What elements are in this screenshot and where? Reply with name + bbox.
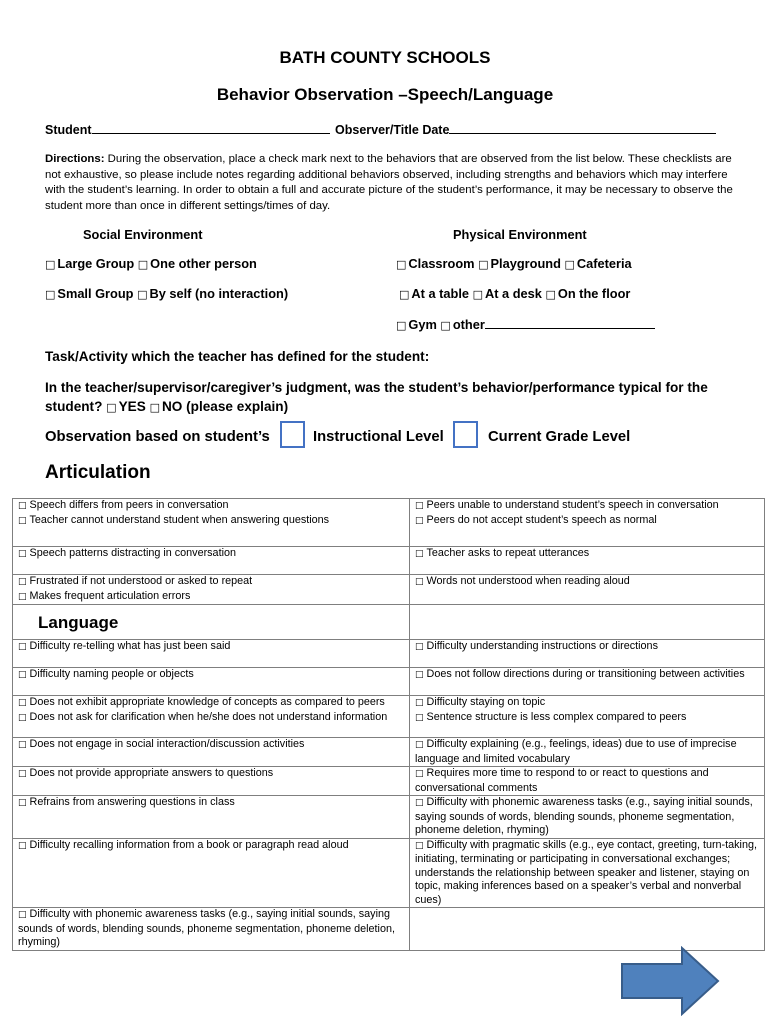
- checkbox-icon[interactable]: □: [137, 288, 148, 301]
- table-cell: [410, 575, 765, 605]
- other-option[interactable]: □ other: [440, 317, 654, 332]
- checkbox-icon: □: [18, 840, 27, 851]
- table-cell: [410, 796, 765, 839]
- directions-text: During the observation, place a check mark next to the behaviors that are observed from the list below. These checklists are not exhaustive, so please include notes regarding additional behaviors observed, including strengths and behaviors which may interfere with the student’s learning. In order to obtain a full and accurate picture of the student’s performance, it may be necessary to observe the student more than once in different settings/times of day.: [45, 153, 733, 212]
- table-cell: [13, 738, 410, 767]
- checkbox-icon: □: [415, 769, 424, 779]
- on-the-floor-option[interactable]: □ On the floor: [545, 286, 631, 301]
- checkbox-icon[interactable]: □: [472, 288, 483, 301]
- checkbox-icon[interactable]: □: [45, 258, 56, 271]
- checklist-item[interactable]: □ Difficulty with phonemic awareness tasks (e.g., saying initial sounds, saying sounds of words, blending sounds, phoneme segmentation, phoneme deletion, rhyming): [18, 908, 395, 948]
- table-cell: [410, 640, 765, 668]
- checkbox-icon: □: [415, 798, 424, 808]
- table-cell: [410, 547, 765, 575]
- checklist-item[interactable]: □ Sentence structure is less complex compared to peers: [415, 710, 687, 723]
- checkbox-icon: □: [415, 740, 424, 750]
- table-row: [13, 547, 765, 575]
- checklist-item[interactable]: □ Difficulty explaining (e.g., feelings, ideas) due to use of imprecise language and limited vocabulary: [415, 738, 737, 765]
- checklist-item[interactable]: □ Requires more time to respond to or react to questions and conversational comments: [415, 767, 709, 794]
- small-group-option[interactable]: □ Small Group: [45, 286, 134, 301]
- checkbox-icon[interactable]: □: [149, 401, 160, 414]
- table-row: [13, 499, 765, 547]
- checkbox-icon: □: [18, 769, 27, 779]
- table-cell: [13, 838, 410, 908]
- checklist-item[interactable]: □ Words not understood when reading aloud: [415, 575, 630, 587]
- checkbox-icon[interactable]: □: [564, 258, 575, 271]
- checkbox-icon[interactable]: □: [440, 319, 451, 332]
- table-cell: [13, 640, 410, 668]
- checklist-item[interactable]: □ Does not exhibit appropriate knowledge of concepts as compared to peers: [18, 696, 385, 708]
- physical-row-3: [396, 316, 655, 332]
- physical-environment-heading: Physical Environment: [453, 227, 587, 242]
- articulation-heading: Articulation: [45, 462, 151, 483]
- checkbox-icon[interactable]: □: [478, 258, 489, 271]
- table-cell: [13, 605, 410, 640]
- checkbox-icon[interactable]: □: [396, 258, 407, 271]
- at-a-table-option[interactable]: □ At a table: [399, 286, 470, 301]
- by-self-option[interactable]: □ By self (no interaction): [137, 286, 289, 301]
- checklist-item[interactable]: □ Speech differs from peers in conversation: [18, 499, 229, 511]
- table-cell: [410, 668, 765, 696]
- checklist-item[interactable]: □ Difficulty naming people or objects: [18, 668, 194, 680]
- language-heading: Language: [38, 613, 119, 632]
- other-field[interactable]: [485, 316, 655, 329]
- table-cell: [13, 908, 410, 951]
- checklist-item[interactable]: □ Teacher cannot understand student when answering questions: [18, 513, 330, 526]
- checkbox-icon: □: [18, 910, 27, 920]
- table-cell: [410, 838, 765, 908]
- physical-row-2: [399, 286, 630, 301]
- checkbox-icon[interactable]: □: [399, 288, 410, 301]
- table-row: [13, 696, 765, 738]
- checkbox-icon: □: [18, 549, 27, 559]
- social-row-1: [45, 256, 257, 271]
- table-row: [13, 908, 765, 951]
- checkbox-icon: □: [18, 515, 27, 526]
- checklist-item[interactable]: □ Does not ask for clarification when he/she does not understand information: [18, 710, 388, 723]
- checklist-item[interactable]: □ Difficulty recalling information from a book or paragraph read aloud: [18, 838, 349, 851]
- checklist-item[interactable]: □ Peers unable to understand student’s speech in conversation: [415, 499, 719, 511]
- checkbox-icon[interactable]: □: [396, 319, 407, 332]
- checklist-item[interactable]: □ Difficulty staying on topic: [415, 696, 546, 708]
- table-cell: [410, 499, 765, 547]
- checklist-item[interactable]: □ Makes frequent articulation errors: [18, 589, 191, 602]
- checkbox-icon[interactable]: □: [545, 288, 556, 301]
- table-row: [13, 605, 765, 640]
- table-cell: [410, 605, 765, 640]
- observer-date-field[interactable]: [449, 121, 716, 134]
- checklist-item[interactable]: □ Peers do not accept student’s speech as normal: [415, 513, 657, 526]
- student-label: Student: [45, 123, 92, 137]
- checklist-item[interactable]: □ Refrains from answering questions in class: [18, 796, 235, 808]
- checklist-item[interactable]: □ Speech patterns distracting in conversation: [18, 547, 236, 559]
- checkbox-icon: □: [18, 670, 27, 680]
- checkbox-icon: □: [415, 642, 424, 652]
- checkbox-icon: □: [415, 712, 424, 723]
- checklist-item[interactable]: □ Does not provide appropriate answers to questions: [18, 767, 274, 779]
- table-row: [13, 767, 765, 796]
- table-row: [13, 640, 765, 668]
- checkbox-icon: □: [18, 712, 27, 723]
- checkbox-icon: □: [415, 840, 424, 851]
- checkbox-icon: □: [415, 515, 424, 526]
- one-other-person-option[interactable]: □ One other person: [137, 256, 257, 271]
- checkbox-icon: □: [415, 670, 424, 680]
- right-arrow-icon[interactable]: [620, 946, 722, 1016]
- at-a-desk-option[interactable]: □ At a desk: [472, 286, 542, 301]
- yes-option[interactable]: □ YES: [106, 399, 146, 414]
- checkbox-icon: □: [18, 501, 27, 511]
- no-option[interactable]: □ NO (please explain): [149, 399, 289, 414]
- checklist-item[interactable]: □ Difficulty understanding instructions or directions: [415, 640, 658, 652]
- table-cell: [410, 767, 765, 796]
- instructional-level-checkbox[interactable]: [280, 421, 305, 448]
- checklist-table: [12, 498, 765, 951]
- student-field[interactable]: [92, 121, 330, 134]
- checklist-item[interactable]: □ Difficulty with pragmatic skills (e.g., eye contact, greeting, turn-taking, initiating, terminating or participating in conversational exchanges; understands the relationship between speaker and listener, staying on topic, making inferences based on a speaker’s verbal and nonverbal cues): [415, 838, 757, 906]
- checklist-item[interactable]: □ Teacher asks to repeat utterances: [415, 547, 590, 559]
- table-cell: [13, 499, 410, 547]
- table-cell: [410, 738, 765, 767]
- student-observer-line: [45, 121, 716, 137]
- table-cell: [410, 908, 765, 951]
- checkbox-icon: □: [18, 591, 27, 602]
- current-grade-level-checkbox[interactable]: [453, 421, 478, 448]
- checkbox-icon: □: [415, 501, 424, 511]
- checklist-item[interactable]: □ Frustrated if not understood or asked to repeat: [18, 575, 253, 587]
- checkbox-icon: □: [18, 740, 27, 750]
- instructional-level-label: Instructional Level: [313, 429, 444, 445]
- directions-label: Directions:: [45, 153, 105, 165]
- table-cell: [13, 767, 410, 796]
- playground-option[interactable]: □ Playground: [478, 256, 561, 271]
- form-title: Behavior Observation –Speech/Language: [216, 85, 554, 104]
- checkbox-icon[interactable]: □: [45, 288, 56, 301]
- table-cell: [13, 796, 410, 839]
- observer-label: Observer/Title Date: [335, 123, 450, 137]
- typical-question: In the teacher/supervisor/caregiver’s judgment, was the student’s behavior/performance typical for the student? □ YES □ NO (please explain): [45, 380, 708, 414]
- observation-label: Observation based on student’s: [45, 429, 270, 445]
- social-environment-heading: Social Environment: [83, 227, 203, 242]
- table-cell: [13, 547, 410, 575]
- current-grade-level-label: Current Grade Level: [488, 429, 631, 445]
- checklist-item[interactable]: □ Does not engage in social interaction/discussion activities: [18, 738, 305, 750]
- table-cell: [13, 696, 410, 738]
- checkbox-icon[interactable]: □: [106, 401, 117, 414]
- table-row: [13, 668, 765, 696]
- directions: [45, 152, 735, 214]
- physical-row-1: [396, 256, 632, 271]
- large-group-option[interactable]: □ Large Group: [45, 256, 135, 271]
- gym-option[interactable]: □ Gym: [396, 317, 437, 332]
- table-cell: [410, 696, 765, 738]
- social-row-2: [45, 286, 288, 301]
- checkbox-icon: □: [415, 549, 424, 559]
- checkbox-icon: □: [18, 642, 27, 652]
- district-title: BATH COUNTY SCHOOLS: [279, 48, 491, 67]
- checklist-item[interactable]: □ Does not follow directions during or transitioning between activities: [415, 668, 745, 680]
- checkbox-icon: □: [415, 698, 424, 708]
- classroom-option[interactable]: □ Classroom: [396, 256, 475, 271]
- table-row: [13, 738, 765, 767]
- checklist-item[interactable]: □ Difficulty with phonemic awareness tasks (e.g., saying initial sounds, saying sounds of words, blending sounds, phoneme segmentation, phoneme deletion, rhyming): [415, 796, 753, 836]
- task-question: Task/Activity which the teacher has defined for the student:: [45, 349, 430, 364]
- table-row: [13, 796, 765, 839]
- table-cell: [13, 575, 410, 605]
- cafeteria-option[interactable]: □ Cafeteria: [564, 256, 632, 271]
- checkbox-icon[interactable]: □: [137, 258, 149, 271]
- table-row: [13, 575, 765, 605]
- table-row: [13, 838, 765, 908]
- checkbox-icon: □: [18, 798, 27, 808]
- table-cell: [13, 668, 410, 696]
- checkbox-icon: □: [415, 577, 424, 587]
- checkbox-icon: □: [18, 577, 27, 587]
- checklist-item[interactable]: □ Difficulty re-telling what has just been said: [18, 640, 231, 652]
- checkbox-icon: □: [18, 698, 27, 708]
